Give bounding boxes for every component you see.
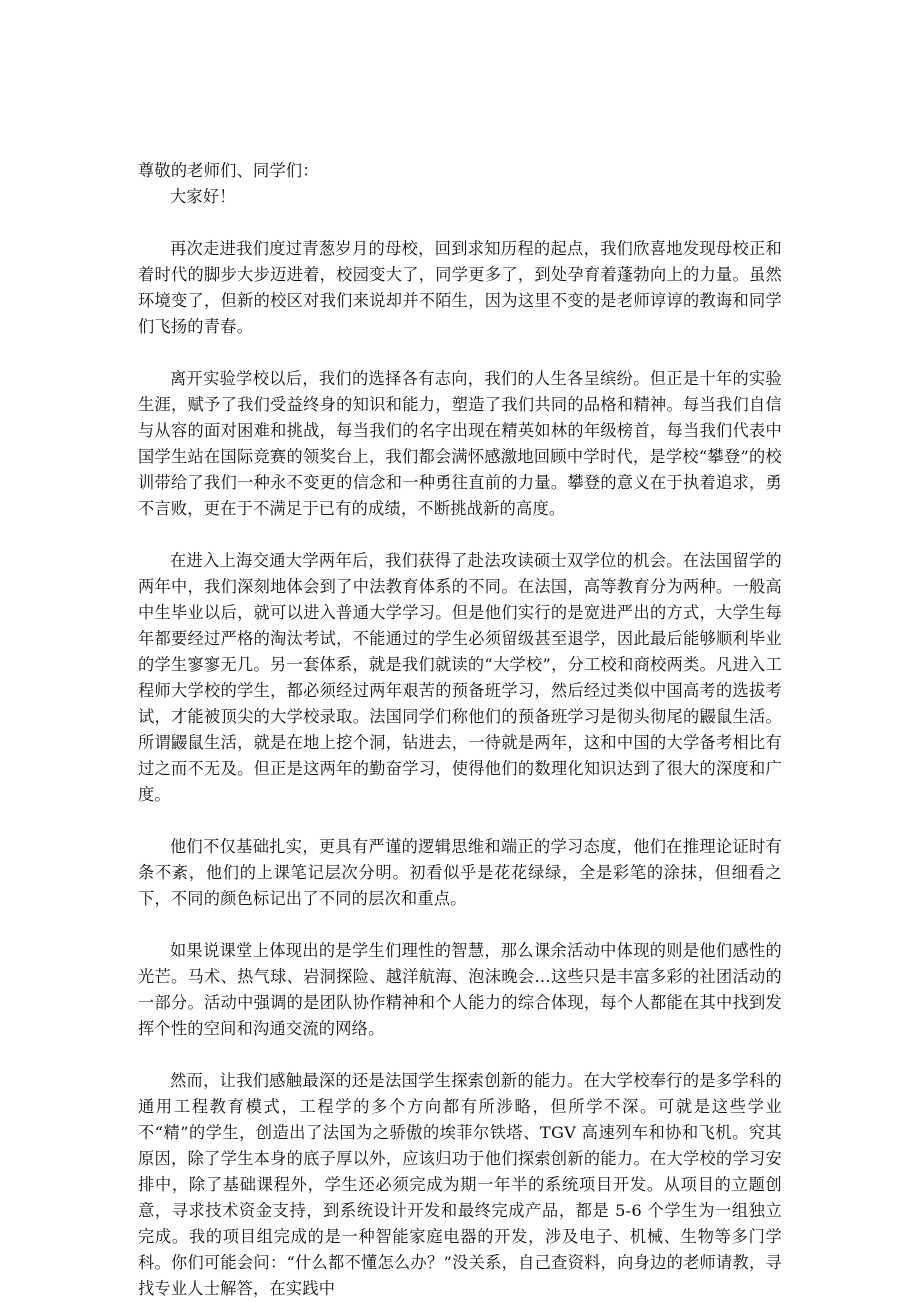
salutation: 尊敬的老师们、同学们： <box>138 161 319 180</box>
paragraph-1: 再次走进我们度过青葱岁月的母校，回到求知历程的起点，我们欣喜地发现母校正和着时代的脚步大步迈进着，校园变大了，同学更多了，到处孕育着蓬勃向上的力量。虽然环境变了，但新的校区对我们来说却并不陌生，因为这里不变的是老师谆谆的教诲和同学们飞扬的青春。 <box>138 239 782 336</box>
paragraph-5: 如果说课堂上体现出的是学生们理性的智慧，那么课余活动中体现的则是他们感性的光芒。马术、热气球、岩洞探险、越洋航海、泡沫晚会…这些只是丰富多彩的社团活动的一部分。活动中强调的是团队协作精神和个人能力的综合体现，每个人都能在其中找到发挥个性的空间和沟通交流的网络。 <box>138 941 782 1038</box>
speech-body <box>138 158 782 1302</box>
paragraph-3: 在进入上海交通大学两年后，我们获得了赴法攻读硕士双学位的机会。在法国留学的两年中，我们深刻地体会到了中法教育体系的不同。在法国，高等教育分为两种。一般高中生毕业以后，就可以进入普通大学学习。但是他们实行的是宽进严出的方式，大学生每年都要经过严格的淘汰考试，不能通过的学生必须留级甚至退学，因此最后能够顺利毕业的学生寥寥无几。另一套体系，就是我们就读的“大学校”，分工校和商校两类。凡进入工程师大学校的学生，都必须经过两年艰苦的预备班学习，然后经过类似中国高考的选拔考试，才能被顶尖的大学校录取。法国同学们称他们的预备班学习是彻头彻尾的鼹鼠生活。所谓鼹鼠生活，就是在地上挖个洞，钻进去，一待就是两年，这和中国的大学备考相比有过之而不无及。但正是这两年的勤奋学习，使得他们的数理化知识达到了很大的深度和广度。 <box>138 551 782 804</box>
paragraph-4: 他们不仅基础扎实，更具有严谨的逻辑思维和端正的学习态度，他们在推理论证时有条不紊，他们的上课笔记层次分明。初看似乎是花花绿绿，全是彩笔的涂抹，但细看之下，不同的颜色标记出了不同的层次和重点。 <box>138 837 782 908</box>
paragraph-6: 然而，让我们感触最深的还是法国学生探索创新的能力。在大学校奉行的是多学科的通用工程教育模式，工程学的多个方向都有所涉略，但所学不深。可就是这些学业不“精”的学生，创造出了法国为之骄傲的埃菲尔铁塔、TGV 高速列车和协和飞机。究其原因，除了学生本身的底子厚以外，应该归功于他们探索创新的能力。在大学校的学习安排中，除了基础课程外，学生还必须完成为期一年半的系统项目开发。从项目的立题创意，寻求技术资金支持，到系统设计开发和最终完成产品，都是 5-6 个学生为一组独立完成。我的项目组完成的是一种智能家庭电器的开发，涉及电子、机械、生物等多门学科。你们可能会问：“什么都不懂怎么办？”没关系，自己查资料，向身边的老师请教，寻找专业人士解答，在实践中 <box>138 1071 782 1298</box>
paragraph-2: 离开实验学校以后，我们的选择各有志向，我们的人生各呈缤纷。但正是十年的实验生涯，赋予了我们受益终身的知识和能力，塑造了我们共同的品格和精神。每当我们自信与从容的面对困难和挑战，每当我们的名字出现在精英如林的年级榜首，每当我们代表中国学生站在国际竞赛的领奖台上，我们都会满怀感激地回顾中学时代，是学校“攀登”的校训带给了我们一种永不变更的信念和一种勇往直前的力量。攀登的意义在于执着追求，勇不言败，更在于不满足于已有的成绩，不断挑战新的高度。 <box>138 369 782 518</box>
greeting: 大家好！ <box>170 187 236 206</box>
